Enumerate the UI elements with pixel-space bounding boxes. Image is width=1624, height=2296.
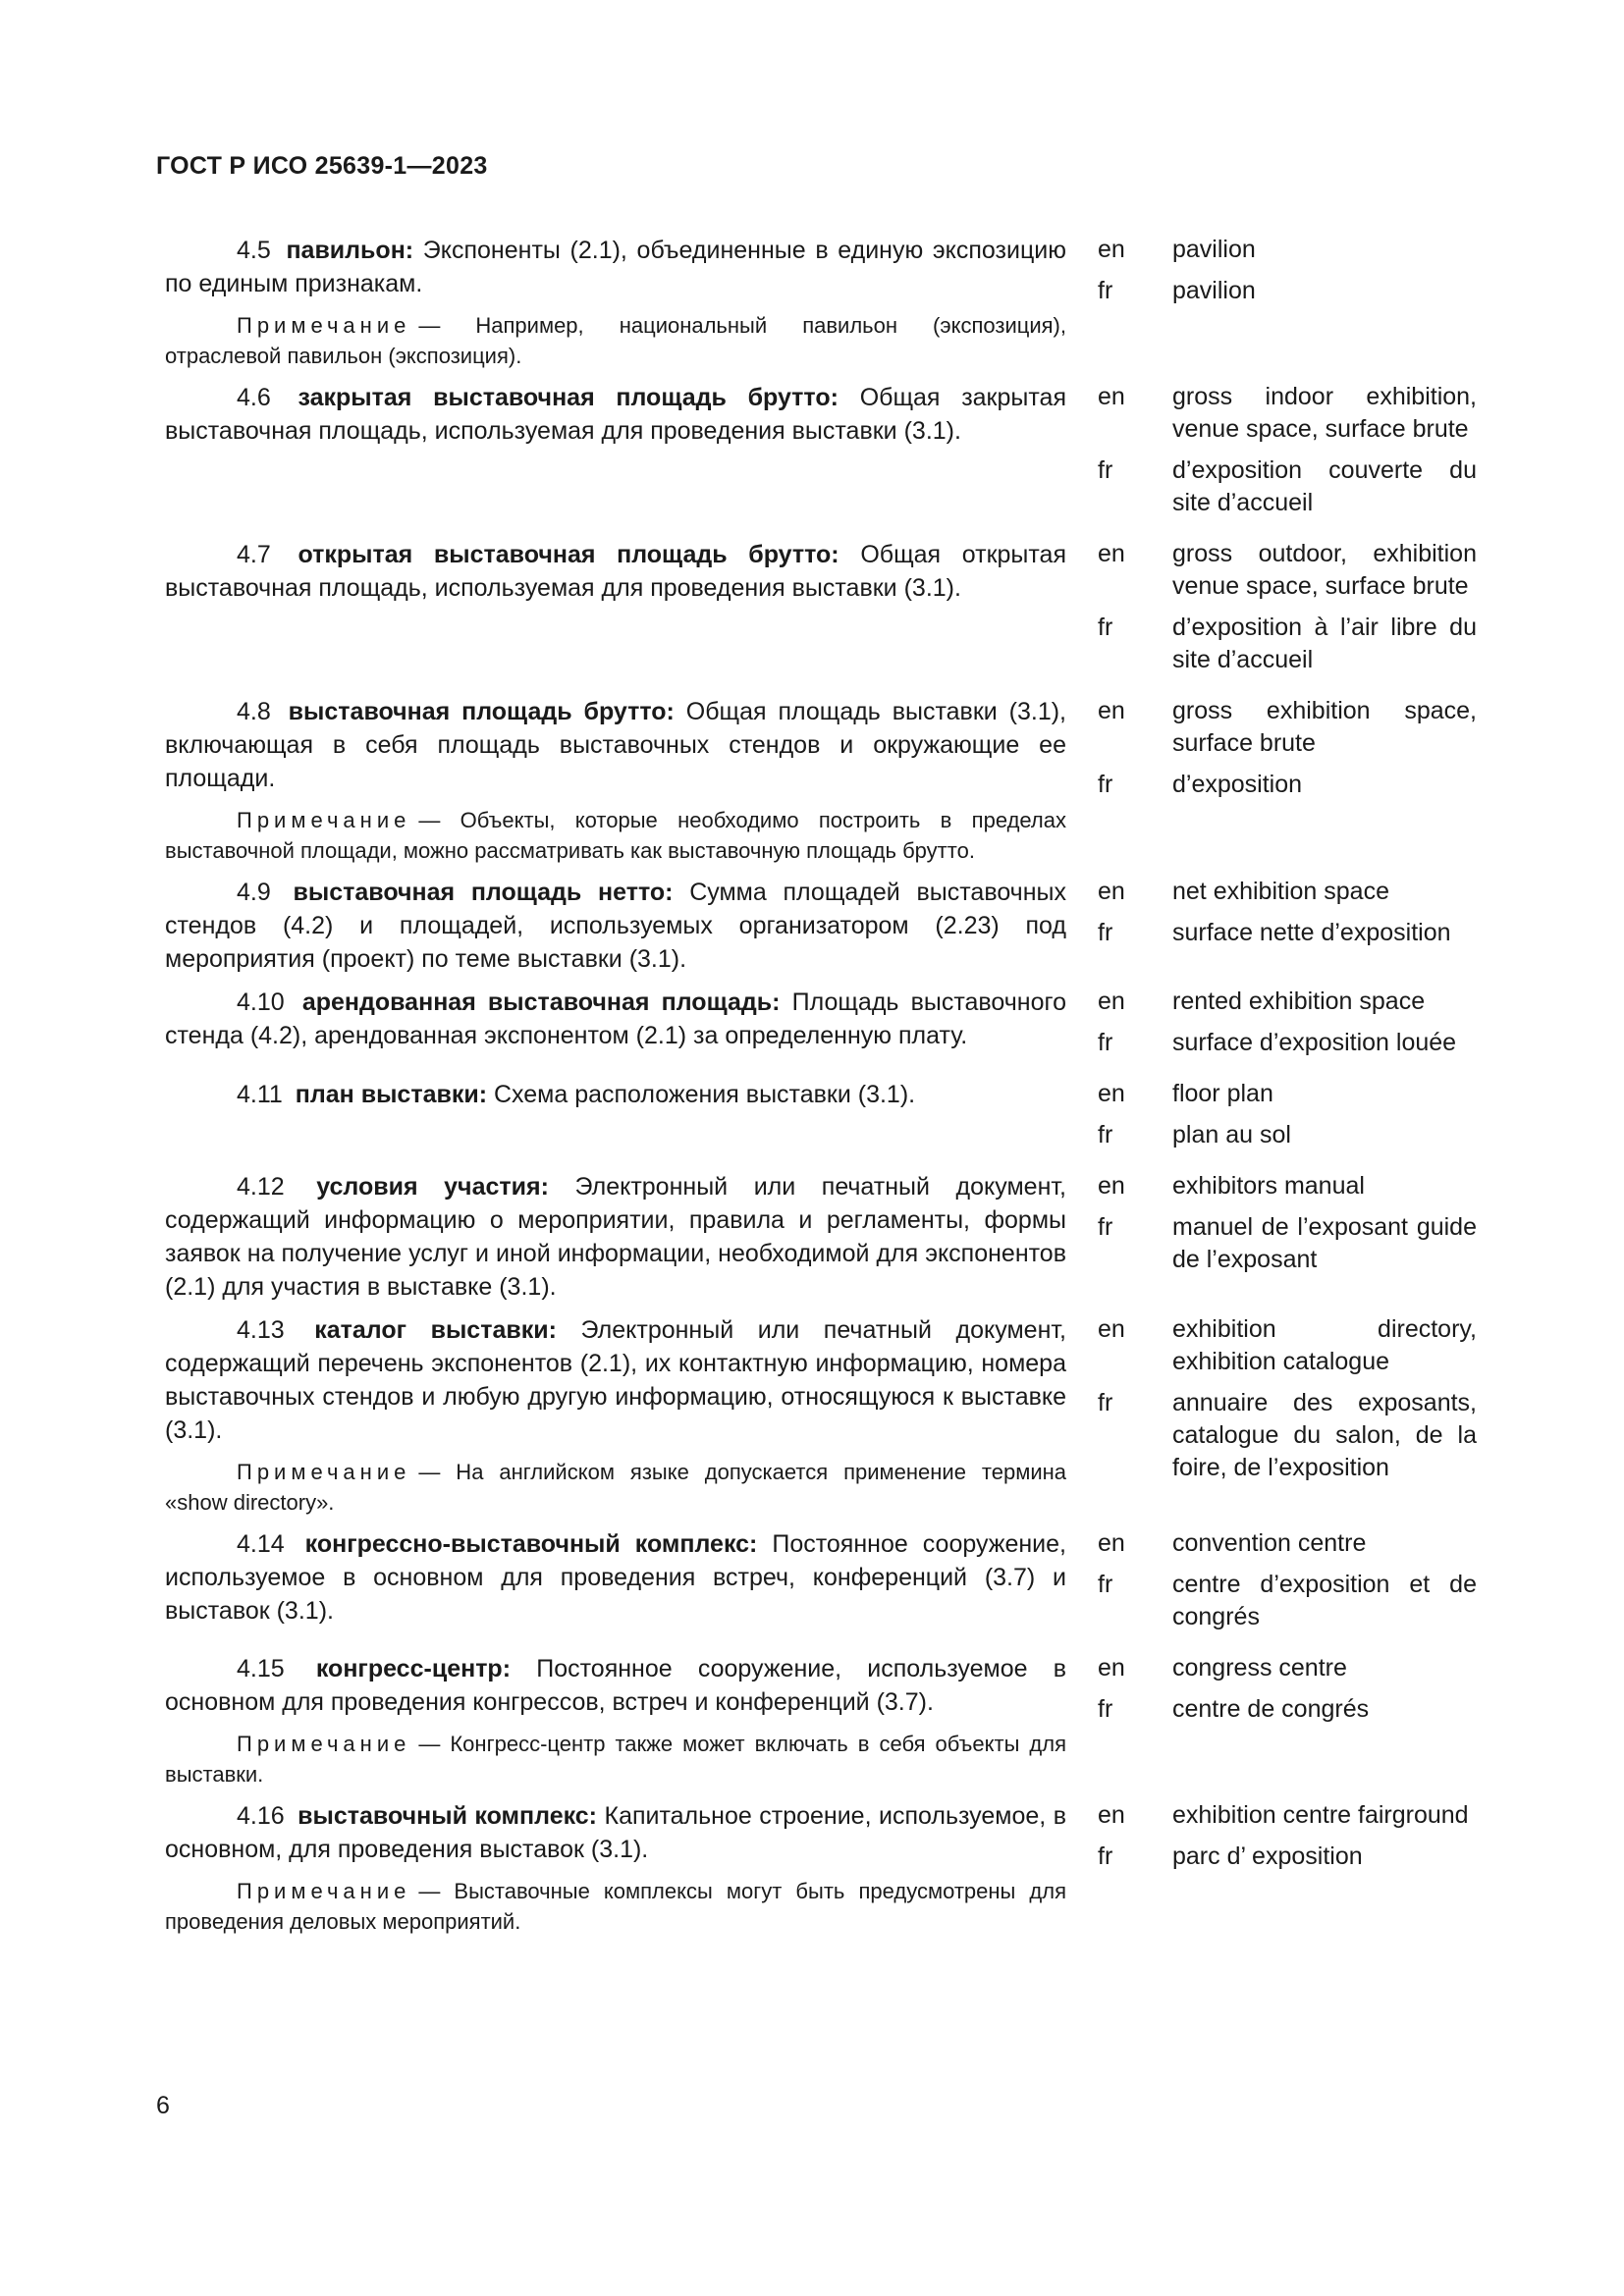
term-number: 4.13: [237, 1316, 285, 1344]
term-number: 4.12: [237, 1173, 285, 1201]
translation-row: [1098, 1652, 1477, 1684]
lang-code: fr: [1098, 456, 1113, 484]
term-title: план выставки:: [295, 1081, 488, 1108]
term-number: 4.14: [237, 1530, 285, 1558]
translation-column: [1098, 234, 1477, 371]
lang-code: fr: [1098, 1121, 1113, 1148]
translation-column: [1098, 538, 1477, 685]
term-number: 4.7: [237, 541, 271, 568]
translation-row: [1098, 1313, 1477, 1378]
translation-row: [1098, 454, 1477, 519]
translated-term: plan au sol: [1172, 1121, 1291, 1148]
definition: [165, 695, 1066, 795]
term-entry: [165, 1313, 1477, 1518]
translated-term: d’exposition: [1172, 771, 1303, 798]
translated-term: gross indoor exhibition, venue space, surface brute: [1172, 383, 1477, 443]
translation-column: [1098, 1313, 1477, 1518]
definition-column: [165, 538, 1066, 685]
term-number: 4.15: [237, 1655, 285, 1682]
lang-code: fr: [1098, 1389, 1113, 1416]
note-text: — На английском языке допускается применение термина «show directory».: [165, 1460, 1066, 1515]
term-definition: Электронный или печатный документ, содержащий информацию о мероприятии, правила и регламенты, формы заявок на получение услуг и иной информации, необходимой для экспонентов (2.1) для участия в выставке (3.1).: [165, 1173, 1066, 1301]
term-entry: [165, 1527, 1477, 1642]
translated-term: floor plan: [1172, 1080, 1273, 1107]
note-text: — Выставочные комплексы могут быть предусмотрены для проведения деловых мероприятий.: [165, 1879, 1066, 1934]
translation-row: [1098, 275, 1477, 307]
translation-row: [1098, 917, 1477, 949]
lang-code: fr: [1098, 614, 1113, 641]
term-definition: Капитальное строение, используемое, в основном, для проведения выставок (3.1).: [165, 1802, 1066, 1863]
term-definition: Схема расположения выставки (3.1).: [494, 1081, 916, 1108]
definition-column: [165, 381, 1066, 528]
translated-term: centre de congrés: [1172, 1695, 1370, 1723]
translation-column: [1098, 1799, 1477, 1937]
translation-row: [1098, 381, 1477, 446]
note-label: Примечание: [237, 1732, 411, 1756]
definition: [165, 1652, 1066, 1719]
translation-row: [1098, 1078, 1477, 1110]
translation-row: [1098, 1211, 1477, 1276]
term-title: конгресс-центр:: [315, 1655, 512, 1682]
lang-code: en: [1098, 383, 1125, 410]
lang-code: fr: [1098, 1571, 1113, 1598]
definition-column: [165, 986, 1066, 1068]
term-title: конгрессно-выставочный комплекс:: [304, 1530, 758, 1558]
term-definition: Общая открытая выставочная площадь, используемая для проведения выставки (3.1).: [165, 541, 1066, 602]
term-entry: [165, 876, 1477, 976]
lang-code: fr: [1098, 277, 1113, 304]
definition: [165, 1078, 1066, 1111]
translation-row: [1098, 1170, 1477, 1202]
term-definition: Общая закрытая выставочная площадь, используемая для проведения выставки (3.1).: [165, 384, 1066, 445]
translated-term: gross outdoor, exhibition venue space, surface brute: [1172, 540, 1477, 600]
translated-term: parc d’ exposition: [1172, 1842, 1363, 1870]
term-definition: Постоянное сооружение, используемое в основном для проведения встреч, конференций (3.7) и выставок (3.1).: [165, 1530, 1066, 1625]
term-definition: Постоянное сооружение, используемое в основном для проведения конгрессов, встреч и конференций (3.7).: [165, 1655, 1067, 1716]
term-number: 4.16: [237, 1802, 285, 1830]
definition-column: [165, 695, 1066, 866]
definition-column: [165, 1527, 1066, 1642]
translation-row: [1098, 612, 1477, 676]
document-header: ГОСТ Р ИСО 25639-1—2023: [156, 152, 488, 180]
definition-column: [165, 1652, 1066, 1789]
lang-code: en: [1098, 540, 1125, 567]
lang-code: en: [1098, 1801, 1125, 1829]
definition-column: [165, 234, 1066, 371]
translated-term: centre d’exposition et de congrés: [1172, 1571, 1477, 1630]
term-number: 4.5: [237, 237, 271, 264]
term-entry: [165, 538, 1477, 685]
translation-column: [1098, 1078, 1477, 1160]
note: [165, 1457, 1066, 1518]
note: [165, 310, 1066, 371]
lang-code: fr: [1098, 1213, 1113, 1241]
translated-term: pavilion: [1172, 236, 1256, 263]
translation-row: [1098, 695, 1477, 760]
definition: [165, 538, 1066, 605]
note-text: — Например, национальный павильон (экспозиция), отраслевой павильон (экспозиция).: [165, 313, 1066, 368]
translated-term: manuel de l’exposant guide de l’exposant: [1172, 1213, 1477, 1273]
note: [165, 805, 1066, 866]
term-title: выставочная площадь нетто:: [293, 879, 674, 906]
translated-term: exhibitors manual: [1172, 1172, 1365, 1200]
note: [165, 1876, 1066, 1937]
translation-column: [1098, 1652, 1477, 1789]
definition: [165, 1527, 1066, 1628]
term-entry: [165, 1799, 1477, 1937]
translated-term: convention centre: [1172, 1529, 1367, 1557]
translated-term: exhibition centre fairground: [1172, 1801, 1469, 1829]
translation-row: [1098, 234, 1477, 266]
translation-row: [1098, 1693, 1477, 1726]
translation-row: [1098, 769, 1477, 801]
lang-code: fr: [1098, 1695, 1113, 1723]
term-entry: [165, 695, 1477, 866]
term-definition: Площадь выставочного стенда (4.2), арендованная экспонентом (2.1) за определенную плату.: [165, 988, 1066, 1049]
definition: [165, 876, 1066, 976]
lang-code: fr: [1098, 919, 1113, 946]
translation-row: [1098, 1799, 1477, 1832]
note: [165, 1729, 1066, 1789]
translation-column: [1098, 876, 1477, 976]
definition: [165, 1313, 1066, 1447]
lang-code: en: [1098, 878, 1125, 905]
term-number: 4.11: [237, 1081, 283, 1108]
translated-term: congress centre: [1172, 1654, 1347, 1682]
definition-column: [165, 1799, 1066, 1937]
translated-term: d’exposition à l’air libre du site d’accueil: [1172, 614, 1477, 673]
lang-code: en: [1098, 236, 1125, 263]
term-entry: [165, 234, 1477, 371]
translated-term: surface d’exposition louée: [1172, 1029, 1457, 1056]
translation-row: [1098, 1387, 1477, 1484]
definition: [165, 381, 1066, 448]
term-number: 4.9: [237, 879, 271, 906]
translation-row: [1098, 1119, 1477, 1151]
lang-code: en: [1098, 1315, 1125, 1343]
translation-row: [1098, 986, 1477, 1018]
term-definition: Сумма площадей выставочных стендов (4.2) и площадей, используемых организатором (2.23) под мероприятия (проект) по теме выставки (3.1).: [165, 879, 1066, 973]
lang-code: en: [1098, 1654, 1125, 1682]
translation-row: [1098, 1527, 1477, 1560]
term-title: арендованная выставочная площадь:: [301, 988, 781, 1016]
term-entry: [165, 1652, 1477, 1789]
translated-term: rented exhibition space: [1172, 988, 1426, 1015]
note-label: Примечание: [237, 313, 411, 338]
definition-column: [165, 1313, 1066, 1518]
note-text: — Конгресс-центр также может включать в себя объекты для выставки.: [165, 1732, 1066, 1787]
term-title: выставочная площадь брутто:: [288, 698, 675, 725]
lang-code: en: [1098, 988, 1125, 1015]
translation-column: [1098, 695, 1477, 866]
note-label: Примечание: [237, 808, 411, 832]
lang-code: en: [1098, 1080, 1125, 1107]
definition: [165, 234, 1066, 300]
term-entry: [165, 1078, 1477, 1160]
term-number: 4.8: [237, 698, 271, 725]
translation-column: [1098, 986, 1477, 1068]
term-entry: [165, 1170, 1477, 1304]
lang-code: fr: [1098, 1029, 1113, 1056]
definition: [165, 1170, 1066, 1304]
translation-row: [1098, 876, 1477, 908]
term-number: 4.10: [237, 988, 285, 1016]
lang-code: en: [1098, 1172, 1125, 1200]
term-title: павильон:: [286, 237, 414, 264]
lang-code: fr: [1098, 771, 1113, 798]
translated-term: surface nette d’exposition: [1172, 919, 1451, 946]
definition-column: [165, 876, 1066, 976]
term-title: выставочный комплекс:: [298, 1802, 598, 1830]
term-definition: Электронный или печатный документ, содержащий перечень экспонентов (2.1), их контактную информацию, номера выставочных стендов и любую другую информацию, относящуюся к выставке (3.1).: [165, 1316, 1066, 1444]
translation-row: [1098, 1027, 1477, 1059]
translation-column: [1098, 1170, 1477, 1304]
term-title: каталог выставки:: [314, 1316, 557, 1344]
definition: [165, 1799, 1066, 1866]
term-definition: Экспоненты (2.1), объединенные в единую экспозицию по единым признакам.: [165, 237, 1066, 297]
page-number: 6: [156, 2092, 170, 2119]
term-number: 4.6: [237, 384, 271, 411]
translated-term: gross exhibition space, surface brute: [1172, 697, 1477, 757]
translated-term: d’exposition couverte du site d’accueil: [1172, 456, 1477, 516]
lang-code: en: [1098, 1529, 1125, 1557]
terms-list: [165, 234, 1477, 1947]
translated-term: annuaire des exposants, catalogue du salon, de la foire, de l’exposition: [1172, 1389, 1477, 1481]
translation-row: [1098, 538, 1477, 603]
term-definition: Общая площадь выставки (3.1), включающая в себя площадь выставочных стендов и окружающие ее площади.: [165, 698, 1066, 792]
term-entry: [165, 986, 1477, 1068]
translated-term: pavilion: [1172, 277, 1256, 304]
term-title: открытая выставочная площадь брутто:: [298, 541, 839, 568]
definition: [165, 986, 1066, 1052]
translated-term: net exhibition space: [1172, 878, 1389, 905]
term-entry: [165, 381, 1477, 528]
note-label: Примечание: [237, 1879, 411, 1903]
translated-term: exhibition directory, exhibition catalogue: [1172, 1315, 1477, 1375]
term-title: закрытая выставочная площадь брутто:: [298, 384, 839, 411]
definition-column: [165, 1078, 1066, 1160]
translation-row: [1098, 1569, 1477, 1633]
translation-column: [1098, 1527, 1477, 1642]
note-label: Примечание: [237, 1460, 411, 1484]
note-text: — Объекты, которые необходимо построить в пределах выставочной площади, можно рассматривать как выставочную площадь брутто.: [165, 808, 1066, 863]
translation-column: [1098, 381, 1477, 528]
translation-row: [1098, 1841, 1477, 1873]
definition-column: [165, 1170, 1066, 1304]
term-title: условия участия:: [316, 1173, 549, 1201]
lang-code: fr: [1098, 1842, 1113, 1870]
lang-code: en: [1098, 697, 1125, 724]
